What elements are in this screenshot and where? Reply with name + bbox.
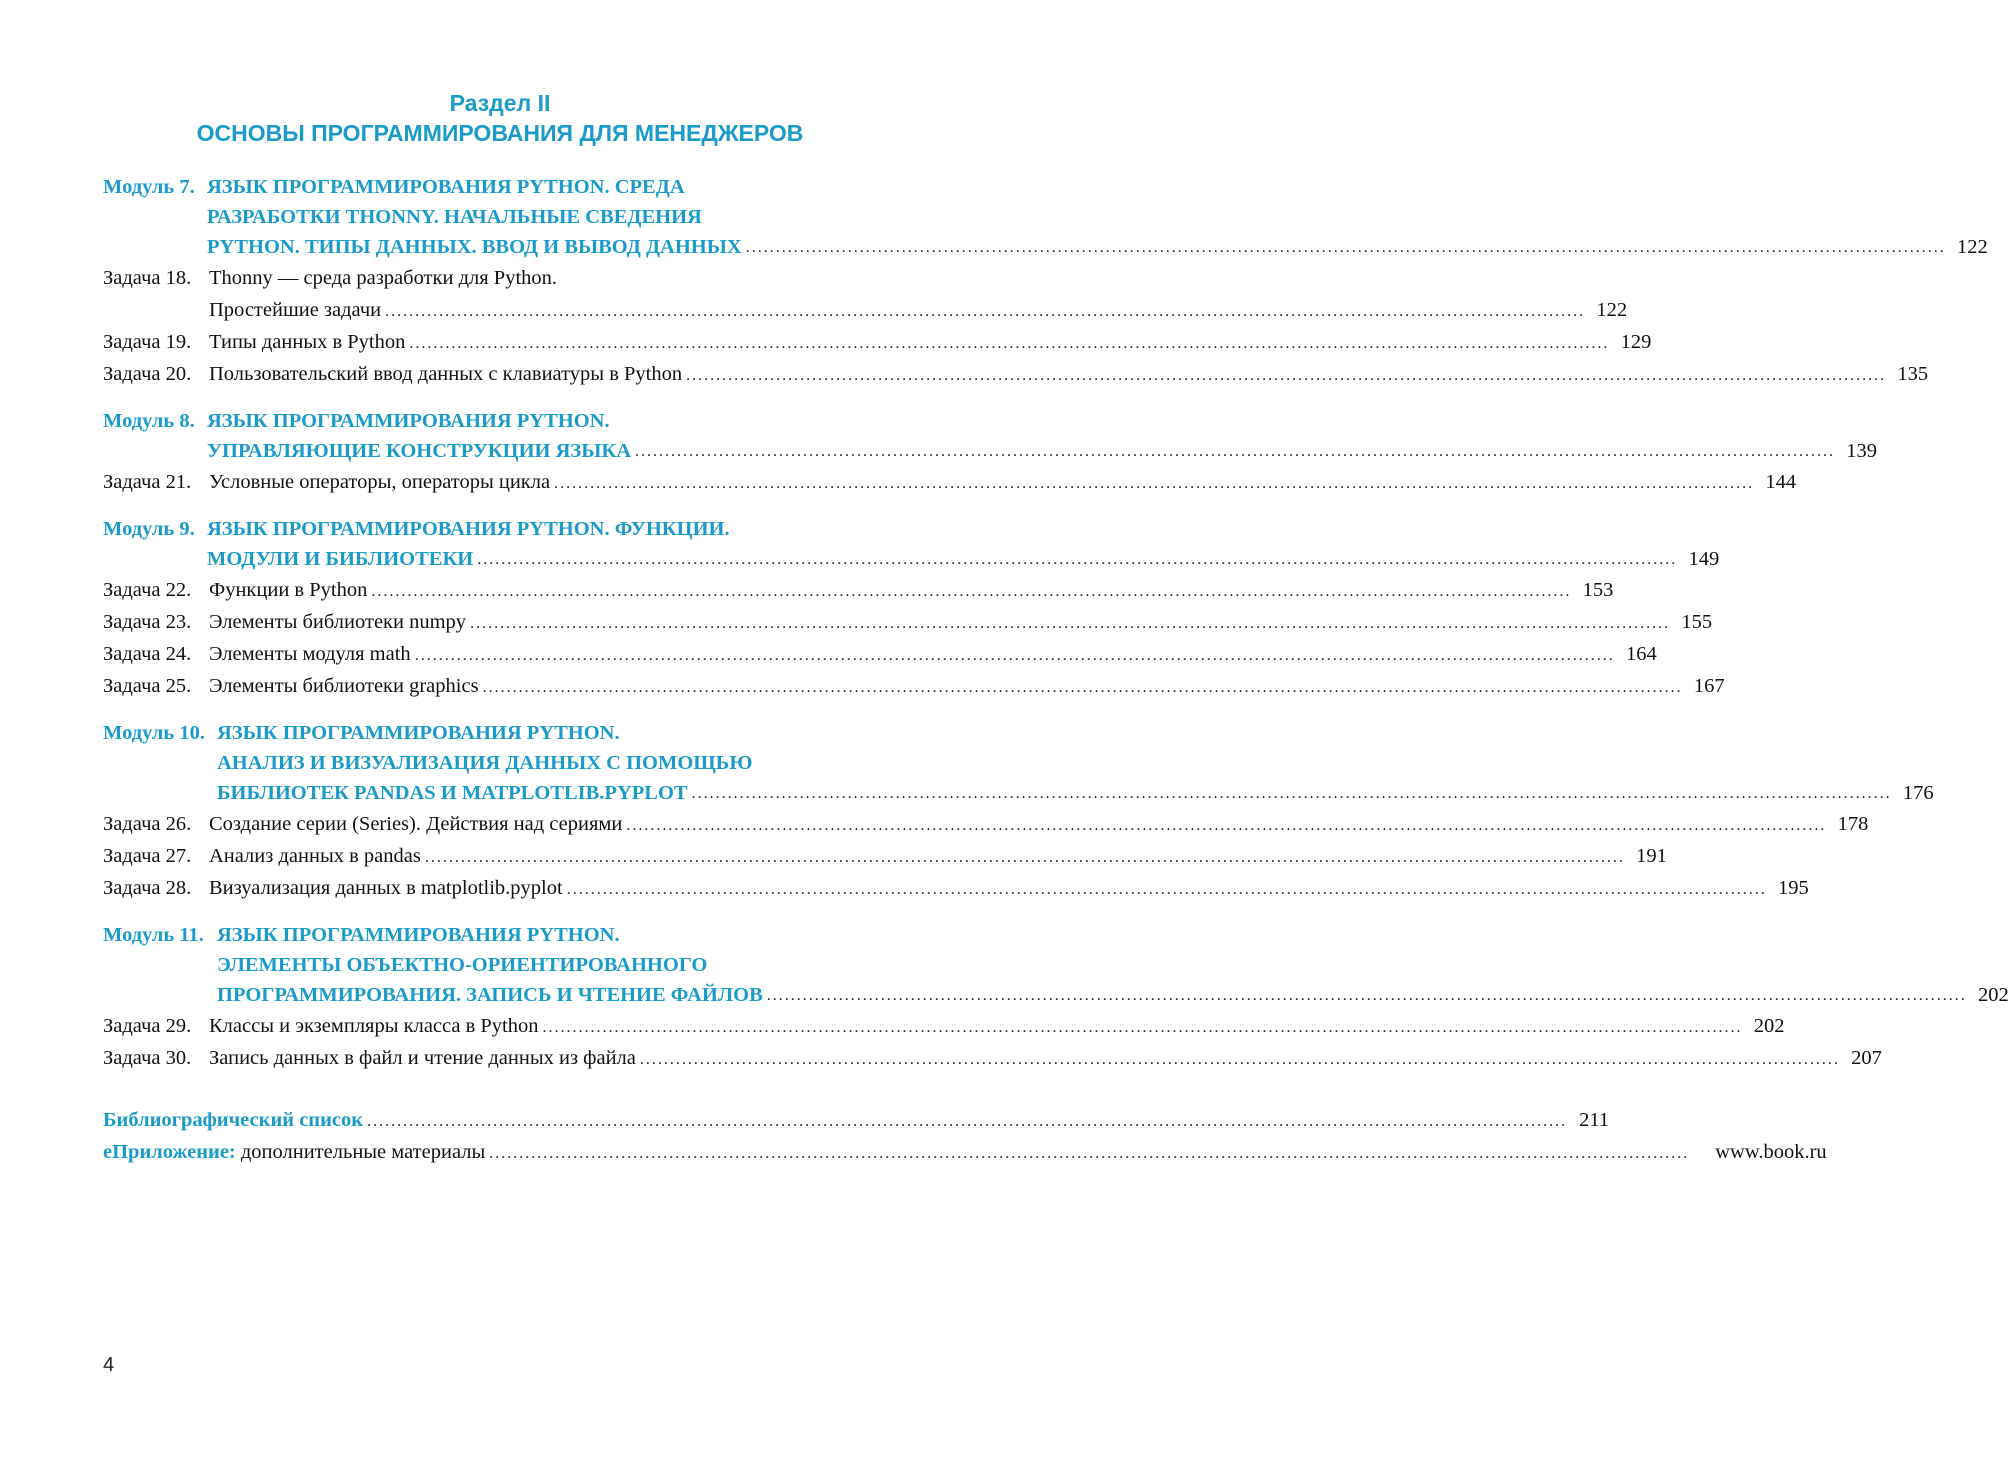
page-ref: 164 [1625,643,1657,665]
module-title-text [103,718,620,748]
toc-module [103,406,1878,498]
toc-appendix [103,1136,1827,1168]
task-number: Задача 24. [103,643,192,665]
toc-task-entry [103,606,1713,638]
toc-task-entry [103,638,1657,670]
toc-task-entry [103,670,1725,702]
module-title-line [103,406,900,436]
task-title: Типы данных в Python [209,331,406,353]
task-title: Пользовательский ввод данных с клавиатуры в Python [209,363,683,385]
page-ref: 211 [1579,1109,1610,1131]
dot-leader: ........................................................................................................................................................................................................ [766,987,1967,1004]
task-title-line [103,638,411,670]
toc-task-entry [103,808,1869,840]
task-title: Создание серии (Series). Действия над сериями [209,813,623,835]
module-title-text [103,778,688,808]
task-title-line [103,466,550,498]
module-title: УПРАВЛЯЮЩИЕ КОНСТРУКЦИИ ЯЗЫКА [207,440,632,462]
task-title-line [103,574,367,606]
module-title: РАЗРАБОТКИ THONNY. НАЧАЛЬНЫЕ СВЕДЕНИЯ [207,206,702,228]
task-title-line [103,262,557,294]
page-ref: 135 [1897,363,1929,385]
module-number: Модуль 7. [103,176,195,198]
dot-leader: ........................................................................................................................................................................................................ [691,785,1892,802]
toc-task-entry [103,358,1929,390]
appendix-text: дополнительные материалы [235,1141,486,1163]
dot-leader: ........................................................................................................................................................................................................ [371,583,1572,600]
appendix-link[interactable]: www.book.ru [1715,1141,1827,1163]
dot-leader: ........................................................................................................................................................................................................ [686,367,1887,384]
page-ref: 149 [1688,548,1720,570]
module-number: Модуль 11. [103,924,204,946]
module-title-text [103,920,620,950]
module-title-line [103,748,900,778]
module-title: ЯЗЫК ПРОГРАММИРОВАНИЯ PYTHON. СРЕДА [207,176,685,198]
task-number: Задача 23. [103,611,192,633]
module-title-line [103,980,2009,1010]
module-title-line [103,232,1988,262]
module-title-line [103,202,900,232]
task-number: Задача 25. [103,675,192,697]
task-title: Элементы библиотеки numpy [209,611,467,633]
dot-leader: ........................................................................................................................................................................................................ [639,1051,1840,1068]
task-number: Задача 22. [103,579,192,601]
task-title-line [103,670,479,702]
module-title-line [103,436,1878,466]
appendix-label-wrap [103,1136,485,1168]
module-title-line [103,544,1720,574]
toc-task-entry [103,326,1652,358]
module-title-text [103,980,763,1010]
module-title-text [103,748,752,778]
task-number: Задача 18. [103,267,192,289]
page-ref: 178 [1837,813,1869,835]
task-title: Визуализация данных в matplotlib.pyplot [209,877,563,899]
toc-task-entry [103,1010,1785,1042]
module-title-line [103,920,900,950]
dot-leader: ........................................................................................................................................................................................................ [409,335,1610,352]
module-title-line [103,718,900,748]
module-title-line [103,950,900,980]
task-number: Задача 20. [103,363,192,385]
task-title: Простейшие задачи [209,299,382,321]
module-number: Модуль 9. [103,518,195,540]
dot-leader: ........................................................................................................................................................................................................ [566,881,1767,898]
task-title: Анализ данных в pandas [209,845,421,867]
task-title-line [103,840,421,872]
task-title-line [103,358,682,390]
page-ref: 129 [1620,331,1652,353]
page-ref: 144 [1765,471,1797,493]
dot-leader: ........................................................................................................................................................................................................ [635,443,1836,460]
table-of-contents [103,172,2009,1168]
dot-leader: ........................................................................................................................................................................................................ [367,1113,1568,1130]
module-title: ЭЛЕМЕНТЫ ОБЪЕКТНО-ОРИЕНТИРОВАННОГО [217,954,708,976]
toc-module [103,172,1988,390]
page-ref: 195 [1777,877,1809,899]
task-title: Запись данных в файл и чтение данных из файла [209,1047,636,1069]
bibliography-label: Библиографический список [103,1109,364,1131]
module-title-text [103,544,473,574]
task-title-line [103,294,381,326]
toc-bibliography [103,1104,1610,1136]
module-title: ЯЗЫК ПРОГРАММИРОВАНИЯ PYTHON. ФУНКЦИИ. [207,518,730,540]
dot-leader: ........................................................................................................................................................................................................ [385,303,1586,320]
page-ref: 122 [1956,236,1988,258]
toc-task-entry [103,872,1809,904]
page-ref: 167 [1693,675,1725,697]
dot-leader: ........................................................................................................................................................................................................ [482,679,1683,696]
dot-leader: ........................................................................................................................................................................................................ [626,817,1827,834]
appendix-label: еПриложение: [103,1141,236,1163]
task-title-line [103,872,563,904]
toc-task-entry [103,262,900,294]
module-title: ПРОГРАММИРОВАНИЯ. ЗАПИСЬ И ЧТЕНИЕ ФАЙЛОВ [217,984,763,1006]
task-title-line [103,1042,636,1074]
module-title-text [103,406,610,436]
task-title-line [103,808,622,840]
page-ref: 153 [1582,579,1614,601]
section-title: ОСНОВЫ ПРОГРАММИРОВАНИЯ ДЛЯ МЕНЕДЖЕРОВ [196,120,804,146]
module-title-text [103,950,707,980]
module-title-line [103,172,900,202]
task-title: Thonny — среда разработки для Python. [209,267,558,289]
toc-module [103,514,1725,702]
task-number: Задача 28. [103,877,192,899]
task-title-line [103,1010,539,1042]
task-title: Элементы библиотеки graphics [209,675,479,697]
module-title: PYTHON. ТИПЫ ДАННЫХ. ВВОД И ВЫВОД ДАННЫХ [207,236,742,258]
task-title: Условные операторы, операторы цикла [209,471,551,493]
dot-leader: ........................................................................................................................................................................................................ [424,849,1625,866]
dot-leader: ........................................................................................................................................................................................................ [477,551,1678,568]
toc-module [103,920,2009,1074]
page-number: 4 [103,1354,115,1376]
module-number: Модуль 8. [103,410,195,432]
page-ref: 207 [1851,1047,1882,1069]
module-title: БИБЛИОТЕК PANDAS И MATPLOTLIB.PYPLOT [217,782,688,804]
task-number: Задача 29. [103,1015,192,1037]
module-title-text [103,172,685,202]
section-label: Раздел II [449,90,551,116]
module-title: АНАЛИЗ И ВИЗУАЛИЗАЦИЯ ДАННЫХ С ПОМОЩЬЮ [217,752,753,774]
dot-leader: ........................................................................................................................................................................................................ [470,615,1671,632]
module-number: Модуль 10. [103,722,205,744]
module-title: ЯЗЫК ПРОГРАММИРОВАНИЯ PYTHON. [207,410,610,432]
toc-task-entry [103,466,1797,498]
page-ref: 202 [1978,984,2009,1006]
dot-leader: ........................................................................................................................................................................................................ [489,1145,1690,1162]
task-title-line [103,326,405,358]
task-title: Функции в Python [209,579,368,601]
page-ref: 176 [1902,782,1934,804]
dot-leader: ........................................................................................................................................................................................................ [414,647,1615,664]
toc-module [103,718,1934,904]
page-ref: 139 [1846,440,1878,462]
module-title-text [103,436,631,466]
module-title: ЯЗЫК ПРОГРАММИРОВАНИЯ PYTHON. [217,924,620,946]
toc-task-entry [103,840,1667,872]
dot-leader: ........................................................................................................................................................................................................ [745,239,1946,256]
module-title-line [103,514,900,544]
module-title-line [103,778,1934,808]
toc-task-entry [103,1042,1882,1074]
task-number: Задача 21. [103,471,192,493]
module-title-text [103,514,730,544]
toc-task-entry [103,574,1614,606]
task-number: Задача 30. [103,1047,192,1069]
dot-leader: ........................................................................................................................................................................................................ [542,1019,1743,1036]
module-title-text [103,232,742,262]
page-ref: 122 [1596,299,1628,321]
section-heading [0,88,1000,148]
module-title: ЯЗЫК ПРОГРАММИРОВАНИЯ PYTHON. [217,722,620,744]
task-title-line [103,606,466,638]
task-title: Классы и экземпляры класса в Python [209,1015,539,1037]
page-ref: 155 [1681,611,1713,633]
task-number: Задача 26. [103,813,192,835]
module-title: МОДУЛИ И БИБЛИОТЕКИ [207,548,474,570]
task-number: Задача 19. [103,331,192,353]
task-number: Задача 27. [103,845,192,867]
task-title: Элементы модуля math [209,643,411,665]
dot-leader: ........................................................................................................................................................................................................ [554,475,1755,492]
page-ref: 191 [1636,845,1667,867]
module-title-text [103,202,702,232]
toc-task-entry [103,294,1628,326]
page-ref: 202 [1753,1015,1785,1037]
